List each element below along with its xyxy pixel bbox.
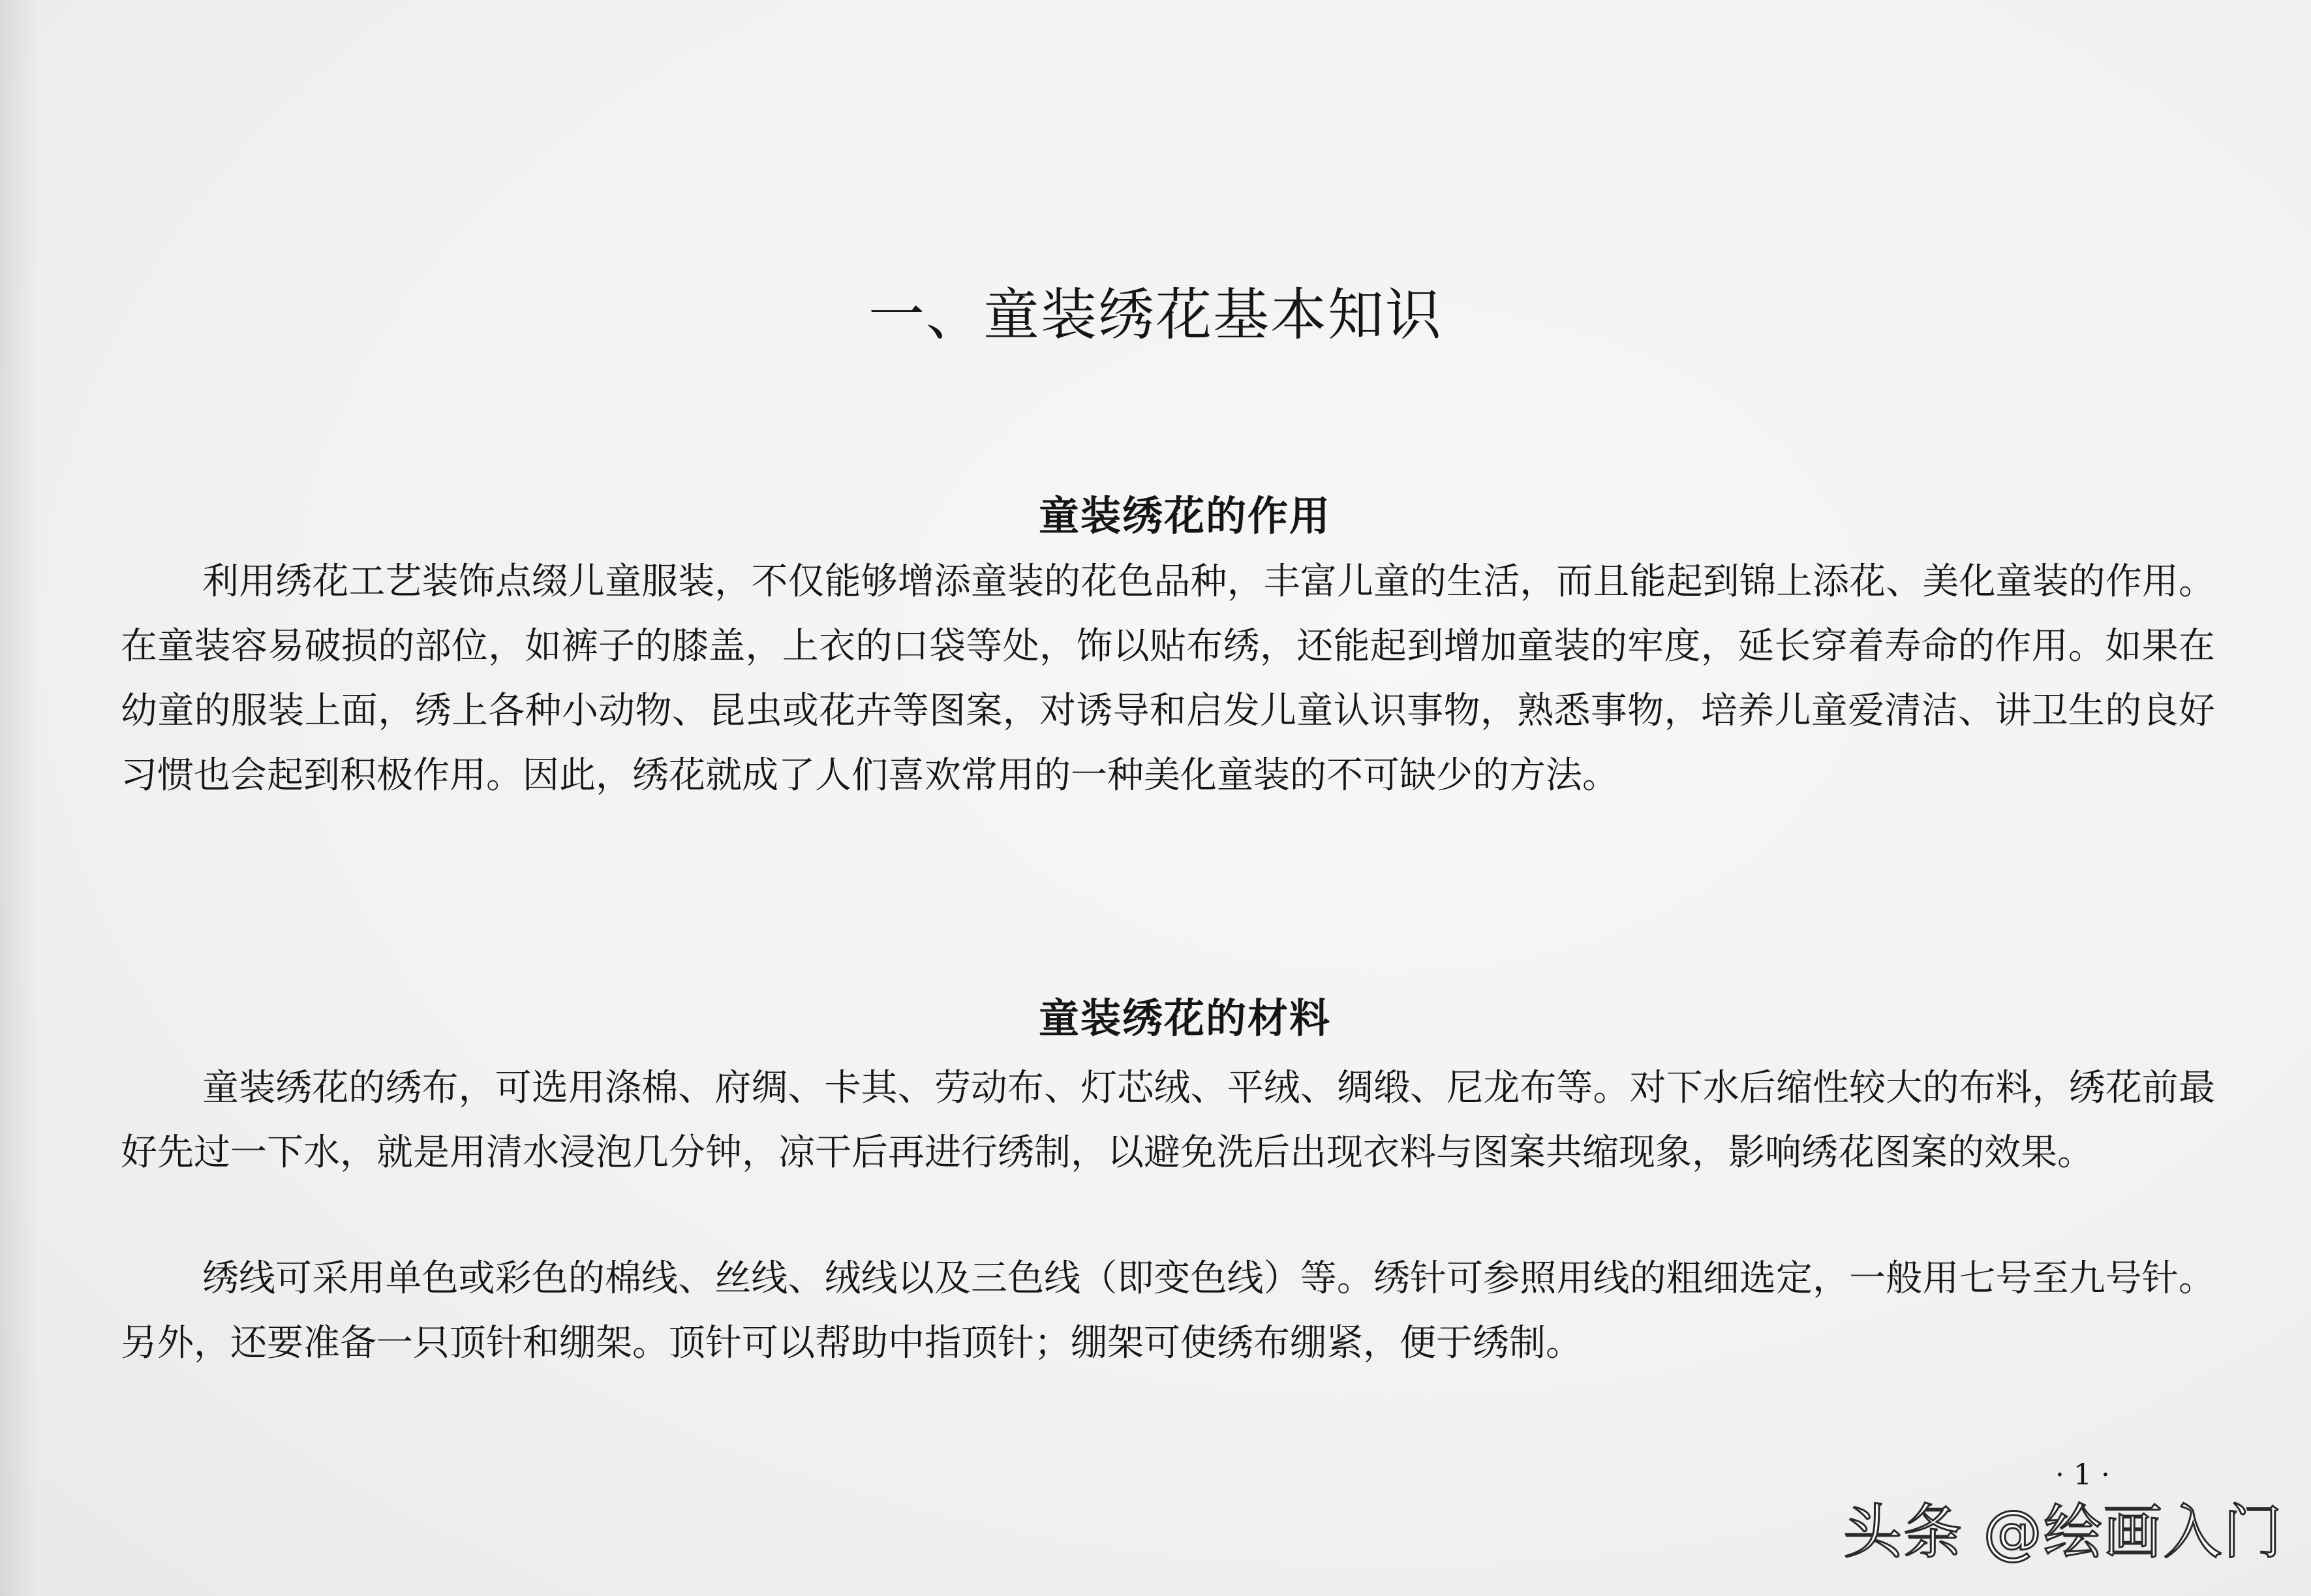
paragraph-function: 利用绣花工艺装饰点缀儿童服装，不仅能够增添童装的花色品种，丰富儿童的生活，而且能起到锦上添花、美化童装的作用。在童装容易破损的部位，如裤子的膝盖，上衣的口袋等处，饰以贴布绣，还能起到增加童装的牢度，延长穿着寿命的作用。如果在幼童的服装上面，绣上各种小动物、昆虫或花卉等图案，对诱导和启发儿童认识事物，熟悉事物，培养儿童爱清洁、讲卫生的良好习惯也会起到积极作用。因此，绣花就成了人们喜欢常用的一种美化童装的不可缺少的方法。 <box>121 560 2215 797</box>
chapter-title: 一、童装绣花基本知识 <box>868 282 1443 348</box>
page-edge-shadow <box>0 0 39 1596</box>
watermark: 头条 @绘画入门 <box>1843 1498 2284 1567</box>
paragraph-thread-needle: 绣线可采用单色或彩色的棉线、丝线、绒线以及三色线（即变色线）等。绣针可参照用线的粗细选定，一般用七号至九号针。另外，还要准备一只顶针和绷架。顶针可以帮助中指顶针；绷架可使绣布绷紧，便于绣制。 <box>121 1257 2215 1364</box>
paragraph-fabric: 童装绣花的绣布，可选用涤棉、府绸、卡其、劳动布、灯芯绒、平绒、绸缎、尼龙布等。对下水后缩性较大的布料，绣花前最好先过一下水，就是用清水浸泡几分钟，凉干后再进行绣制，以避免洗后出现衣料与图案共缩现象，影响绣花图案的效果。 <box>121 1067 2215 1174</box>
page-number: · 1 · <box>2055 1458 2110 1492</box>
section-title-function: 童装绣花的作用 <box>1038 492 1331 540</box>
section-title-materials: 童装绣花的材料 <box>1038 994 1331 1043</box>
